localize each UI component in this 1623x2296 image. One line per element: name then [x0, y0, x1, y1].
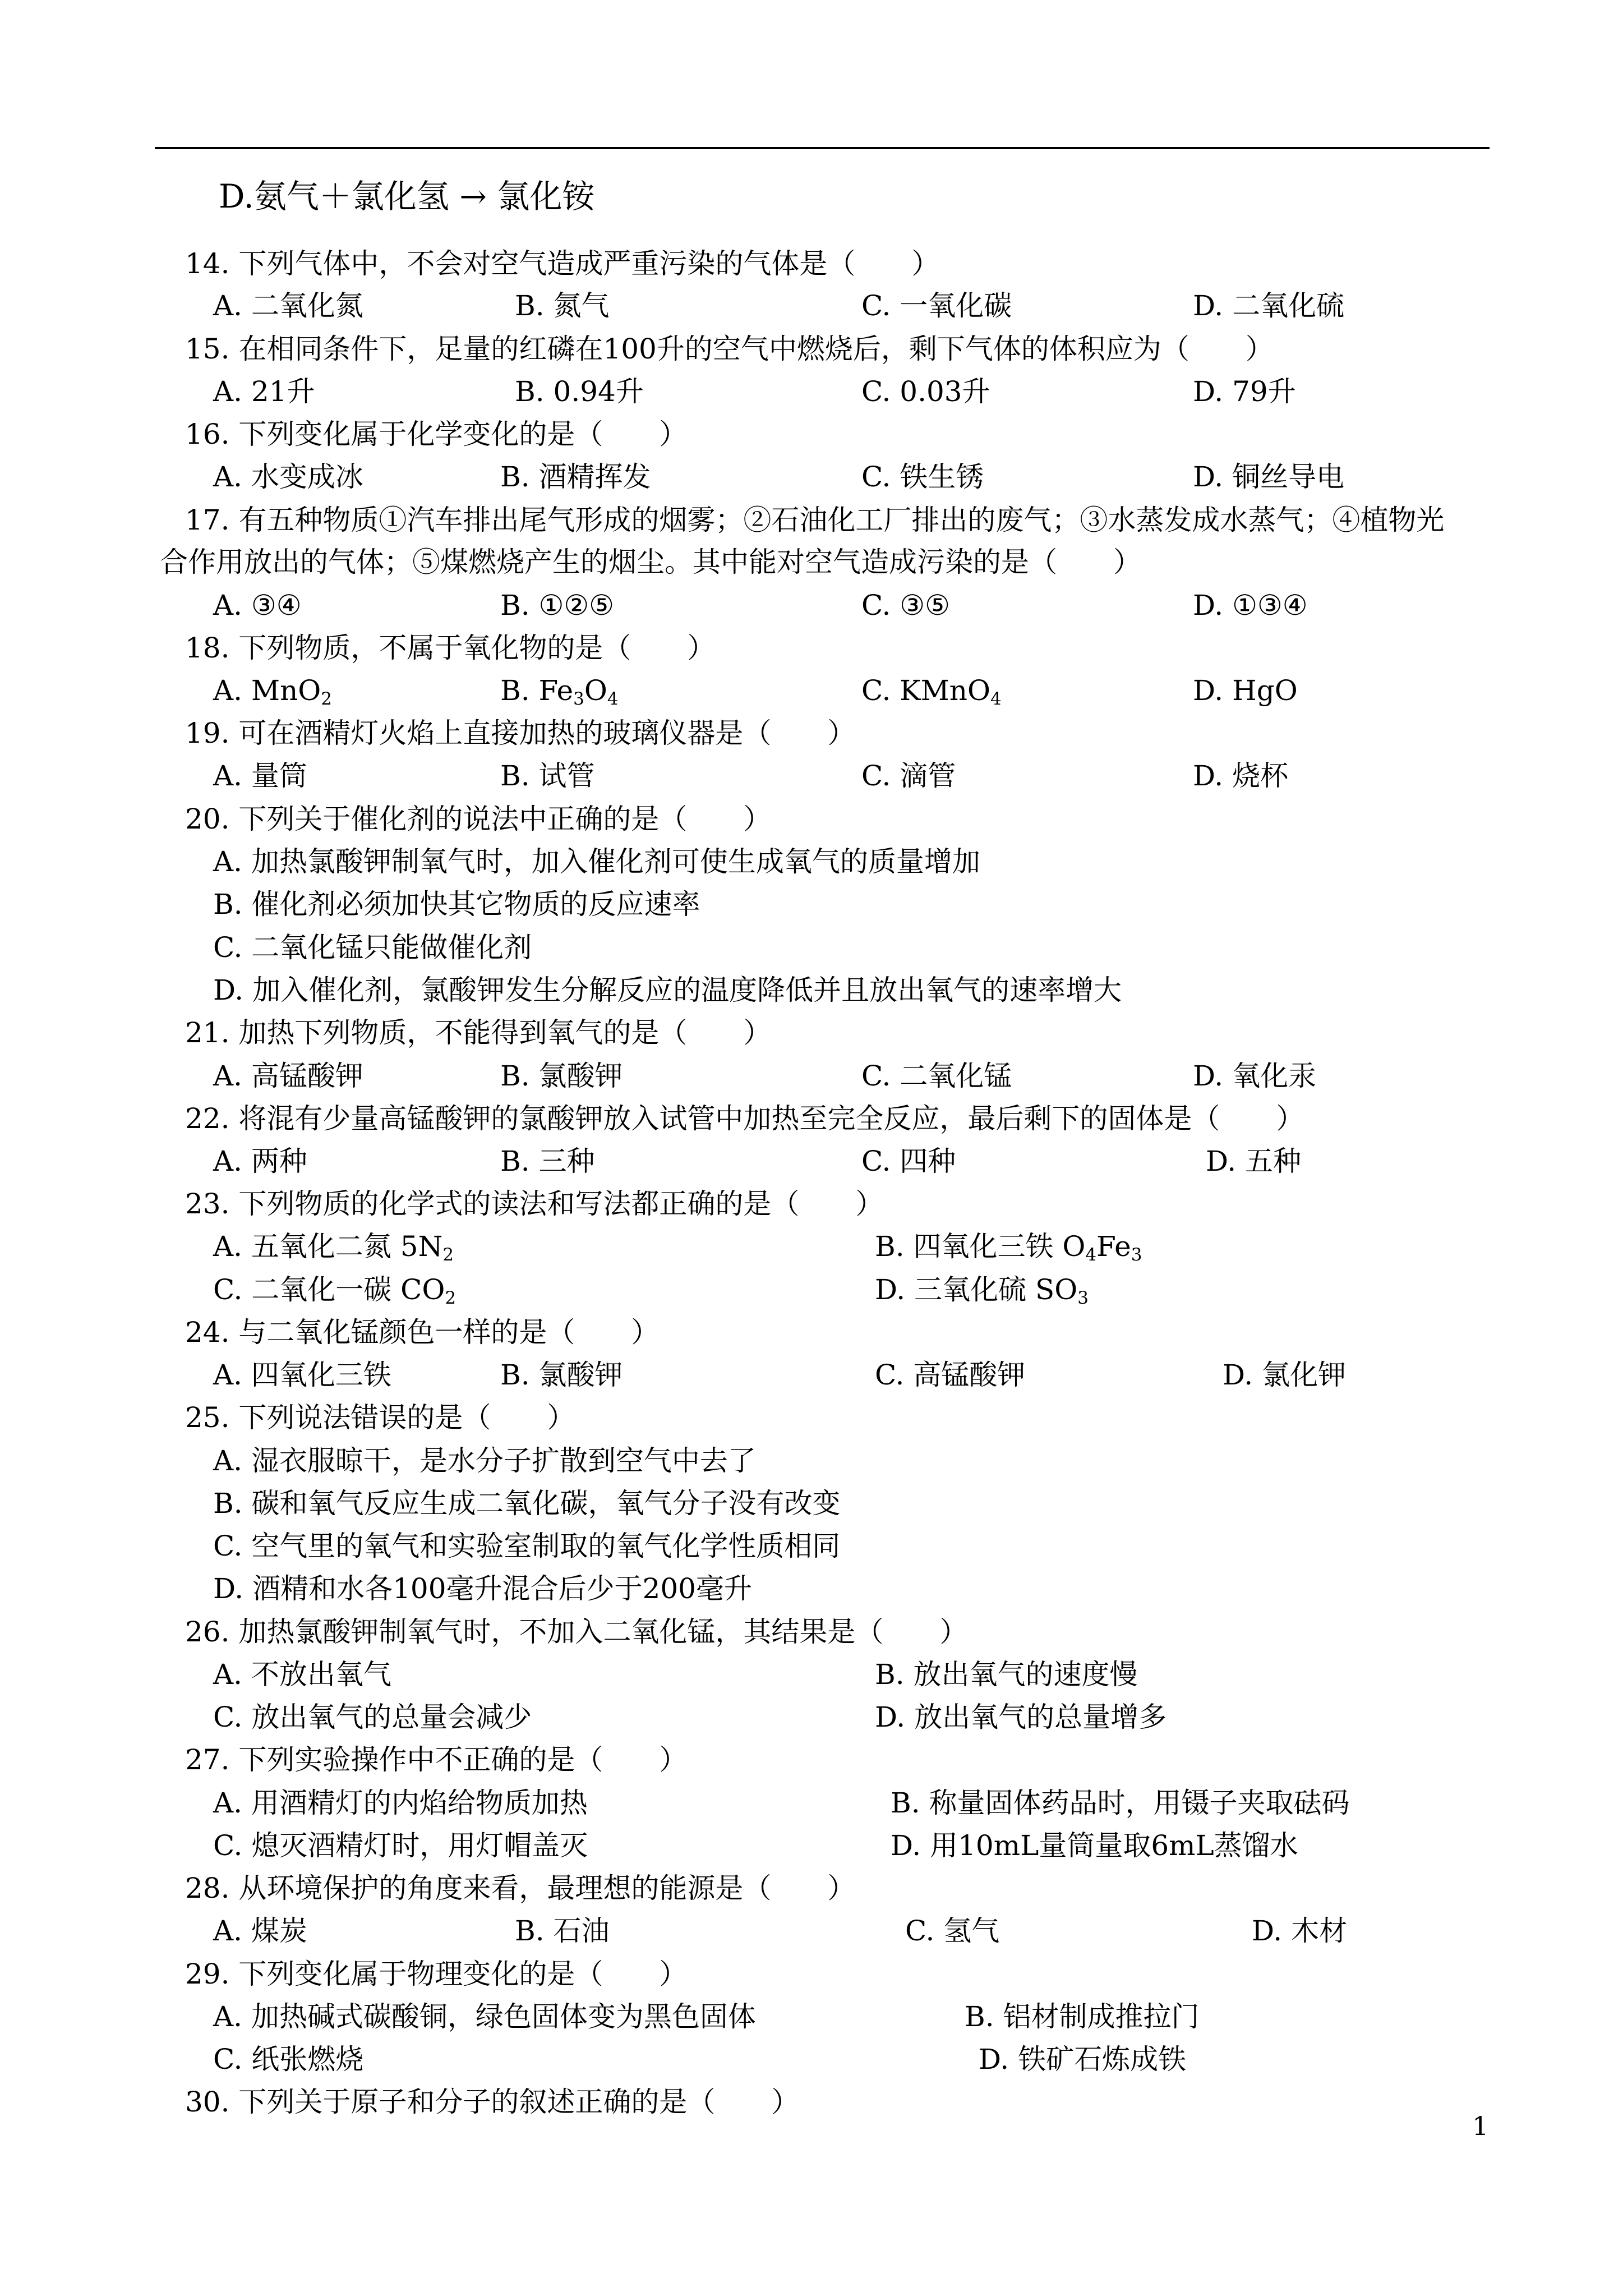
q14-option-c: C. 一氧化碳 [861, 289, 1012, 322]
q27-option-a: A. 用酒精灯的内焰给物质加热 [213, 1787, 588, 1819]
q26-option-d: D. 放出氧气的总量增多 [875, 1701, 1167, 1733]
question-28-stem: 28. 从环境保护的角度来看，最理想的能源是（ ） [185, 1872, 856, 1904]
q18-option-a: A. MnO$_2$ [213, 674, 333, 709]
q29-option-c: C. 纸张燃烧 [213, 2043, 364, 2076]
q28-option-b: B. 石油 [515, 1915, 610, 1947]
question-29-stem: 29. 下列变化属于物理变化的是（ ） [185, 1958, 688, 1990]
header-rule [155, 147, 1490, 149]
q23-option-a: A. 五氧化二氮 $5N_2$ [213, 1230, 454, 1265]
q16-option-d: D. 铜丝导电 [1193, 461, 1345, 493]
q22-option-a: A. 两种 [213, 1145, 307, 1177]
q21-option-c: C. 二氧化锰 [861, 1060, 1012, 1092]
q29-option-b: B. 铝材制成推拉门 [965, 2000, 1200, 2033]
page-number: 1 [1472, 2111, 1489, 2141]
q19-option-b: B. 试管 [500, 760, 595, 792]
q23-option-c: C. 二氧化一碳 $CO_2$ [213, 1273, 457, 1308]
q23-option-b: B. 四氧化三铁 $O_4Fe_3$ [875, 1230, 1142, 1265]
question-25-stem: 25. 下列说法错误的是（ ） [185, 1401, 575, 1434]
q19-option-d: D. 烧杯 [1193, 760, 1289, 792]
q15-option-c: C. 0.03升 [861, 375, 990, 408]
q14-option-d: D. 二氧化硫 [1193, 289, 1345, 322]
q18-option-b: B. $Fe_3O_4$ [500, 674, 619, 709]
q20-option-c: C. 二氧化锰只能做催化剂 [213, 931, 532, 964]
q27-option-c: C. 熄灭酒精灯时，用灯帽盖灭 [213, 1829, 588, 1862]
question-18-stem: 18. 下列物质，不属于氧化物的是（ ） [185, 632, 716, 664]
q19-option-c: C. 滴管 [861, 760, 956, 792]
q27-option-d: D. 用10mL量筒量取6mL蒸馏水 [891, 1829, 1298, 1862]
question-22-stem: 22. 将混有少量高锰酸钾的氯酸钾放入试管中加热至完全反应，最后剩下的固体是（ ） [185, 1102, 1304, 1135]
question-17-stem: 17. 有五种物质①汽车排出尾气形成的烟雾；②石油化工厂排出的废气；③水蒸发成水蒸气；④植物光 [185, 504, 1445, 536]
q23-option-d: D. 三氧化硫 $SO_3$ [875, 1273, 1089, 1308]
question-17-stem-continued: 合作用放出的气体；⑤煤燃烧产生的烟尘。其中能对空气造成污染的是（ ） [160, 546, 1141, 578]
q29-option-d: D. 铁矿石炼成铁 [979, 2043, 1187, 2076]
q22-option-b: B. 三种 [500, 1145, 595, 1177]
q18-option-c: C. KMnO$_4$ [861, 674, 1002, 709]
q21-option-d: D. 氧化汞 [1193, 1060, 1317, 1092]
q25-option-a: A. 湿衣服晾干，是水分子扩散到空气中去了 [213, 1444, 756, 1477]
q17-option-a: A. ③④ [213, 589, 302, 622]
question-19-stem: 19. 可在酒精灯火焰上直接加热的玻璃仪器是（ ） [185, 717, 856, 749]
question-30-stem: 30. 下列关于原子和分子的叙述正确的是（ ） [185, 2086, 800, 2118]
q17-option-b: B. ①②⑤ [500, 589, 615, 622]
q28-option-c: C. 氢气 [905, 1915, 1000, 1947]
q14-option-b: B. 氮气 [515, 289, 610, 322]
q26-option-b: B. 放出氧气的速度慢 [875, 1658, 1138, 1691]
q15-option-b: B. 0.94升 [515, 375, 644, 408]
q22-option-d: D. 五种 [1206, 1145, 1302, 1177]
q21-option-b: B. 氯酸钾 [500, 1060, 623, 1092]
q20-option-b: B. 催化剂必须加快其它物质的反应速率 [213, 888, 700, 921]
q22-option-c: C. 四种 [861, 1145, 956, 1177]
q27-option-b: B. 称量固体药品时，用镊子夹取砝码 [891, 1787, 1350, 1819]
q15-option-a: A. 21升 [213, 375, 315, 408]
question-16-stem: 16. 下列变化属于化学变化的是（ ） [185, 418, 688, 450]
question-15-stem: 15. 在相同条件下，足量的红磷在100升的空气中燃烧后，剩下气体的体积应为（ ） [185, 333, 1274, 365]
q14-option-a: A. 二氧化氮 [213, 289, 363, 322]
question-14-stem: 14. 下列气体中，不会对空气造成严重污染的气体是（ ） [185, 247, 940, 280]
q16-option-c: C. 铁生锈 [861, 461, 984, 493]
q15-option-d: D. 79升 [1193, 375, 1296, 408]
q20-option-a: A. 加热氯酸钾制氧气时，加入催化剂可使生成氧气的质量增加 [213, 845, 980, 878]
q24-option-b: B. 氯酸钾 [500, 1359, 623, 1391]
q16-option-b: B. 酒精挥发 [500, 461, 651, 493]
q26-option-a: A. 不放出氧气 [213, 1658, 391, 1691]
q25-option-c: C. 空气里的氧气和实验室制取的氧气化学性质相同 [213, 1530, 841, 1562]
q25-option-b: B. 碳和氧气反应生成二氧化碳，氧气分子没有改变 [213, 1487, 841, 1520]
question-27-stem: 27. 下列实验操作中不正确的是（ ） [185, 1743, 688, 1776]
q25-option-d: D. 酒精和水各100毫升混合后少于200毫升 [213, 1572, 752, 1605]
question-26-stem: 26. 加热氯酸钾制氧气时，不加入二氧化锰，其结果是（ ） [185, 1616, 968, 1648]
q28-option-d: D. 木材 [1252, 1915, 1348, 1947]
q17-option-d: D. ①③④ [1193, 589, 1308, 622]
q26-option-c: C. 放出氧气的总量会减少 [213, 1701, 532, 1733]
q16-option-a: A. 水变成冰 [213, 461, 363, 493]
q24-option-a: A. 四氧化三铁 [213, 1359, 391, 1391]
q24-option-d: D. 氯化钾 [1223, 1359, 1347, 1391]
q21-option-a: A. 高锰酸钾 [213, 1060, 363, 1092]
continued-option-d: D.氨气＋氯化氢 → 氯化铵 [219, 177, 595, 215]
question-24-stem: 24. 与二氧化锰颜色一样的是（ ） [185, 1316, 660, 1349]
question-21-stem: 21. 加热下列物质，不能得到氧气的是（ ） [185, 1016, 772, 1049]
question-20-stem: 20. 下列关于催化剂的说法中正确的是（ ） [185, 803, 772, 835]
question-23-stem: 23. 下列物质的化学式的读法和写法都正确的是（ ） [185, 1188, 884, 1220]
q28-option-a: A. 煤炭 [213, 1915, 307, 1947]
q17-option-c: C. ③⑤ [861, 589, 950, 622]
q20-option-d: D. 加入催化剂，氯酸钾发生分解反应的温度降低并且放出氧气的速率增大 [213, 974, 1122, 1006]
q19-option-a: A. 量筒 [213, 760, 307, 792]
q18-option-d: D. HgO [1193, 674, 1298, 707]
q24-option-c: C. 高锰酸钾 [875, 1359, 1026, 1391]
q29-option-a: A. 加热碱式碳酸铜，绿色固体变为黑色固体 [213, 2000, 756, 2033]
